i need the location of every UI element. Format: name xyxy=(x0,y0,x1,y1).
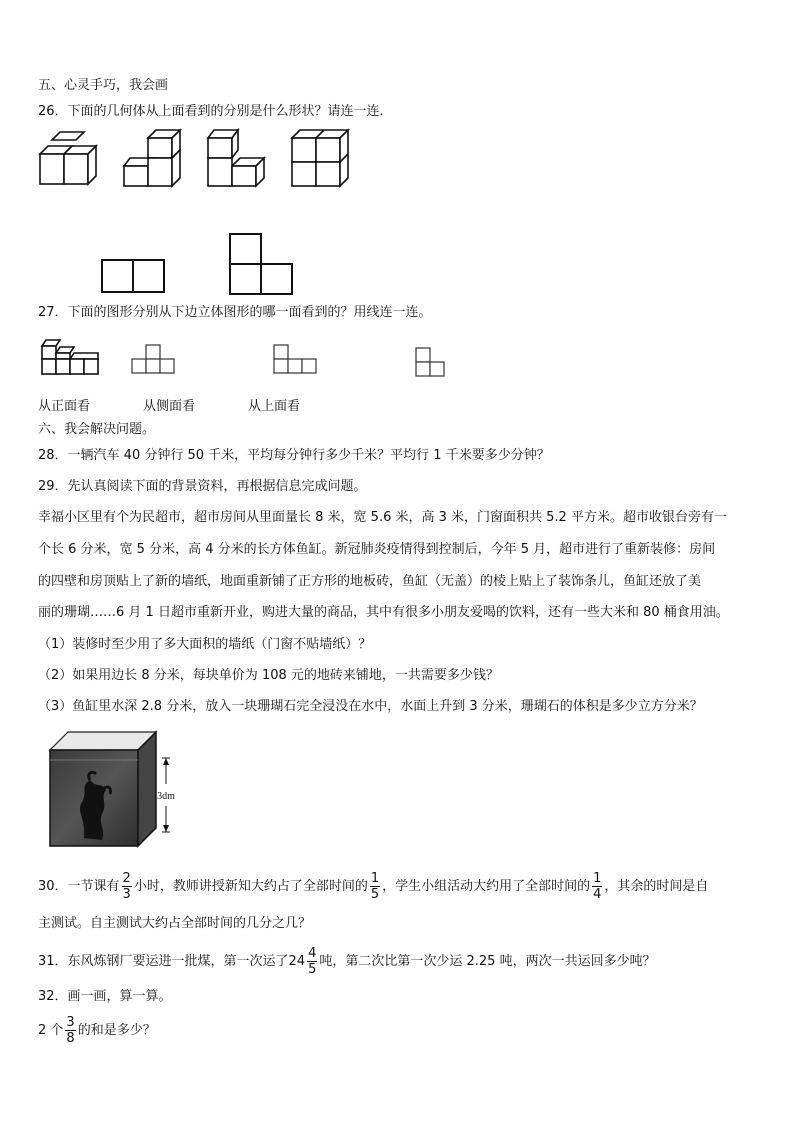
q26-view-two-squares xyxy=(100,258,170,298)
fraction-two-thirds: $\frac{2}{3}$ xyxy=(122,871,131,902)
question-26: 26．下面的几何体从上面看到的分别是什么形状？请连一连． xyxy=(38,104,393,119)
question-32-sub: 2 个 $\frac{3}{8}$ 的和是多少？ xyxy=(38,1015,156,1046)
question-27: 27．下面的图形分别从下边立体图形的哪一面看到的？用线连一连。 xyxy=(38,305,432,320)
q26-solid-3 xyxy=(206,128,276,193)
q26-view-l-shape xyxy=(228,232,298,298)
question-28: 28．一辆汽车 40 分钟行 50 千米，平均每分钟行多少千米？平均行 1 千米要多少分钟？ xyxy=(38,448,550,463)
q27-view-1 xyxy=(130,343,178,379)
label-side-view: 从侧面看 xyxy=(143,399,196,414)
q26-solid-2 xyxy=(122,128,192,193)
fish-tank-figure xyxy=(46,728,196,853)
fraction-four-fifths: $\frac{4}{5}$ xyxy=(308,946,317,977)
q26-solid-4 xyxy=(290,128,360,193)
q29-passage-line-3: 的四壁和房顶贴上了新的墙纸，地面重新铺了正方形的地板砖，鱼缸（无盖）的棱上贴上了装饰条儿，鱼缸还放了美 xyxy=(38,574,702,589)
question-30-line-2: 主测试。自主测试大约占全部时间的几分之几？ xyxy=(38,916,312,931)
mixed-number-whole: 24 xyxy=(288,954,306,969)
tank-depth-label: 3dm xyxy=(157,791,175,802)
q29-sub-1: （1）装修时至少用了多大面积的墙纸（门窗不贴墙纸）？ xyxy=(38,637,372,652)
label-top-view: 从上面看 xyxy=(248,399,301,414)
section-five-heading: 五、心灵手巧，我会画 xyxy=(38,78,169,93)
q27-solid xyxy=(40,336,102,378)
q29-sub-2: （2）如果用边长 8 分米，每块单价为 108 元的地砖来铺地，一共需要多少钱？ xyxy=(38,668,499,683)
fraction-three-eighths: $\frac{3}{8}$ xyxy=(66,1015,75,1046)
q29-passage-line-2: 个长 6 分米，宽 5 分米，高 4 分米的长方体鱼缸。新冠肺炎疫情得到控制后，今年 5 月，超市进行了重新装修：房间 xyxy=(38,542,716,557)
fraction-one-fourth: $\frac{1}{4}$ xyxy=(593,871,602,902)
question-30-line-1: 30．一节课有 $\frac{2}{3}$ 小时，教师讲授新知大约占了全部时间的 $\frac{1}{5}$ ，学生小组活动大约用了全部时间的 $\frac{1}{4}$ ，其余的时间是自 xyxy=(38,871,709,902)
fraction-one-fifth: $\frac{1}{5}$ xyxy=(370,871,380,902)
q29-passage-line-1: 幸福小区里有个为民超市，超市房间从里面量长 8 米，宽 5.6 米，高 3 米，门窗面积共 5.2 平方米。超市收银台旁有一 xyxy=(38,510,727,525)
q26-solid-1 xyxy=(38,128,108,193)
label-front-view: 从正面看 xyxy=(38,399,91,414)
question-29-intro: 29．先认真阅读下面的背景资料，再根据信息完成问题。 xyxy=(38,479,367,494)
q27-view-3 xyxy=(414,346,448,382)
section-six-heading: 六、我会解决问题。 xyxy=(38,422,156,437)
question-32: 32．画一画，算一算。 xyxy=(38,989,172,1004)
question-31: 31．东风炼钢厂要运进一批煤，第一次运了24 $\frac{4}{5}$ 吨，第二次比第一次少运 2.25 吨，两次一共运回多少吨？ xyxy=(38,946,656,977)
q27-view-2 xyxy=(272,343,320,379)
q29-sub-3: （3）鱼缸里水深 2.8 分米，放入一块珊瑚石完全浸没在水中，水面上升到 3 分米，珊瑚石的体积是多少立方分米？ xyxy=(38,699,703,714)
q29-passage-line-4: 丽的珊瑚……6 月 1 日超市重新开业，购进大量的商品，其中有很多小朋友爱喝的饮料，还有一些大米和 80 桶食用油。 xyxy=(38,605,729,620)
